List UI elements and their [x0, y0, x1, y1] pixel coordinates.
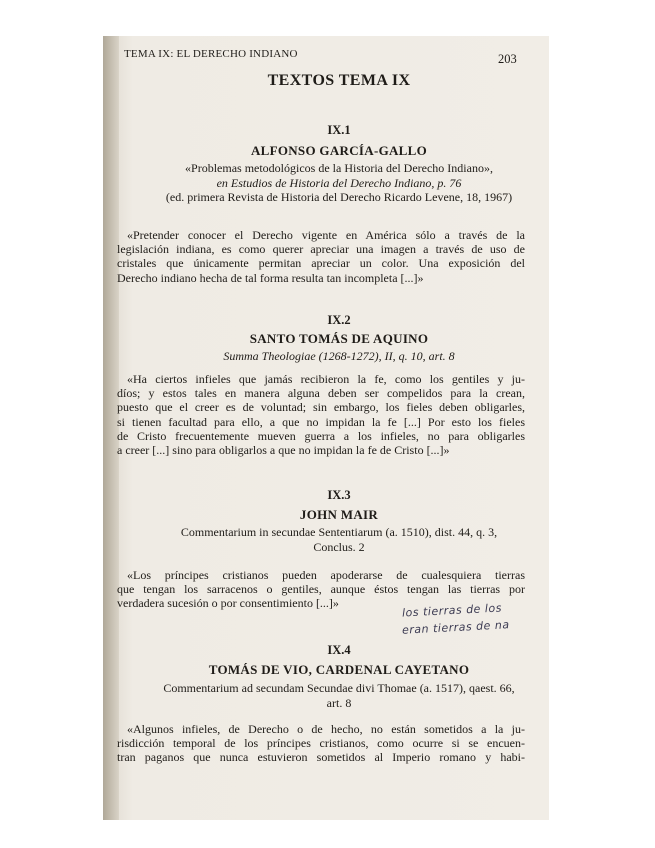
quote-line: tran paganos que nunca estuvieron sometidos al Imperio romano y habi- — [117, 750, 525, 765]
reference-line: Summa Theologiae (1268-1272), II, q. 10, art. 8 — [223, 349, 455, 363]
quote-line: verdadera sucesión o por consentimiento [...]» — [117, 596, 339, 611]
quote-line: que tengan los sarracenos o gentiles, aunque éstos tengan las tierras por — [117, 582, 525, 597]
reference-line: Commentarium ad secundam Secundae divi Thomae (a. 1517), qaest. 66, — [163, 681, 515, 695]
text-quote — [117, 372, 525, 457]
quote-line: díos; y estos tales en manera alguna deben ser compelidos para la crean, — [117, 386, 525, 401]
text-number: IX.3 — [327, 488, 351, 502]
quote-line: risdicción temporal de los príncipes cristianos, como ocurre si se encuen- — [117, 736, 525, 751]
quote-line: si tienen facultad para ello, a que no impidan la fe [...] Por esto los fieles — [117, 414, 525, 429]
text-number: IX.4 — [327, 643, 351, 657]
text-author: JOHN MAIR — [299, 507, 379, 522]
text-quote — [117, 722, 525, 765]
section-title: TEXTOS TEMA IX — [267, 72, 411, 89]
text-author: SANTO TOMÁS DE AQUINO — [249, 331, 429, 346]
reference-line: (ed. primera Revista de Historia del Derecho Ricardo Levene, 18, 1967) — [165, 190, 513, 204]
quote-line: puesto que el creer es de voluntad; sin embargo, los fieles deben obligarles, — [117, 400, 525, 415]
quote-line: de Cristo frecuentemente mueven guerra a los infieles, no para obligarles — [117, 428, 525, 443]
text-reference — [116, 525, 562, 554]
reference-line: Conclus. 2 — [313, 539, 365, 554]
handwritten-note: eran tierras de na — [401, 618, 510, 637]
text-number: IX.2 — [327, 313, 351, 327]
text-number: IX.1 — [327, 123, 351, 137]
text-reference — [116, 161, 562, 205]
quote-line: a creer [...] sino para obligarlos a que no impidan la fe de Cristo [...]» — [117, 443, 450, 458]
quote-line: «Los príncipes cristianos pueden apoderarse de cualesquiera tierras — [127, 568, 525, 582]
text-reference — [116, 349, 562, 364]
text-author: TOMÁS DE VIO, CARDENAL CAYETANO — [208, 662, 470, 677]
quote-line: legislación indiana, es como querer apreciar una imagen a través de uso de — [117, 242, 525, 257]
quote-line: Derecho indiano hecha de tal forma resulta tan incompleta [...]» — [117, 270, 424, 285]
reference-line: «Problemas metodológicos de la Historia del Derecho Indiano», — [185, 161, 493, 175]
quote-line: «Ha ciertos infieles que jamás recibieron la fe, como los gentiles y ju- — [127, 372, 525, 386]
reference-line: en Estudios de Historia del Derecho Indiano, p. 76 — [216, 175, 462, 190]
page-number: 203 — [498, 52, 517, 66]
quote-line: cristales que únicamente permitan apreciar un color. Una exposición del — [117, 256, 525, 271]
reference-line: Commentarium in secundae Sententiarum (a. 1510), dist. 44, q. 3, — [180, 525, 498, 539]
text-reference — [116, 681, 562, 710]
text-author: ALFONSO GARCÍA-GALLO — [250, 143, 428, 158]
text-quote — [117, 228, 525, 285]
quote-line: «Algunos infieles, de Derecho o de hecho, no están sometidos a la ju- — [127, 722, 525, 736]
running-head: TEMA IX: EL DERECHO INDIANO — [124, 48, 298, 60]
quote-line: «Pretender conocer el Derecho vigente en América sólo a través de la — [127, 228, 525, 242]
handwritten-note: los tierras de los — [401, 601, 503, 620]
reference-line: art. 8 — [326, 695, 352, 710]
